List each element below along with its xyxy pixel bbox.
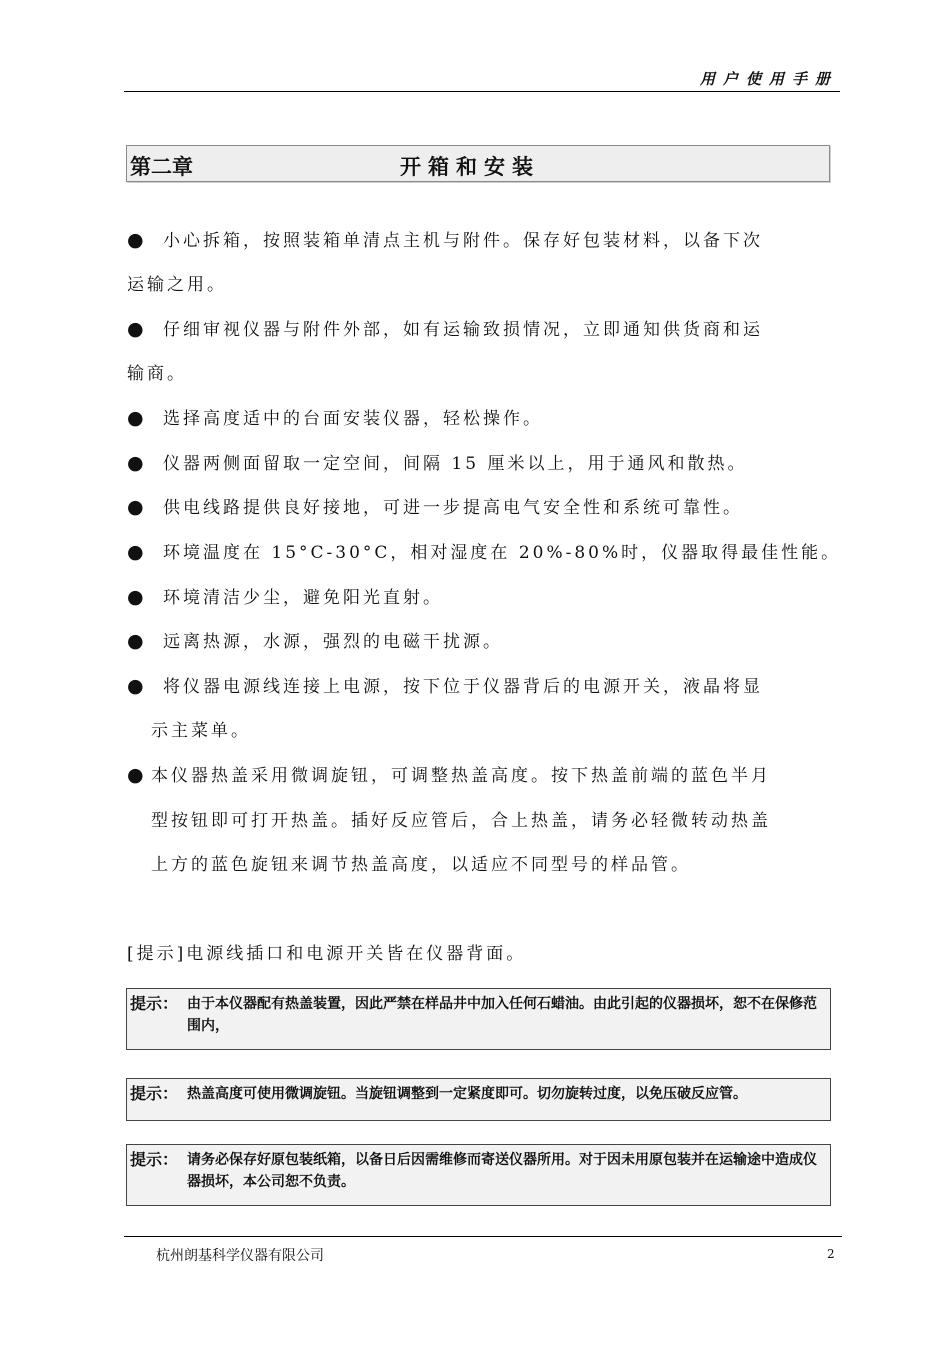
header-divider <box>124 91 840 92</box>
manual-title: 用户使用手册 <box>699 70 838 88</box>
bullet-text: 供电线路提供良好接地，可进一步提高电气安全性和系统可靠性。 <box>163 498 743 518</box>
bullet-icon: ● <box>127 630 147 652</box>
bullet-item <box>127 672 837 697</box>
bullet-text: 远离热源，水源，强烈的电磁干扰源。 <box>163 632 503 652</box>
bullet-item <box>127 761 837 786</box>
bullet-item <box>127 404 837 429</box>
page-number: 2 <box>827 1247 835 1261</box>
note-text: 由于本仪器配有热盖装置，因此严禁在样品井中加入任何石蜡油。由此引起的仪器损坏，恕不在保修范围内， <box>187 996 817 1034</box>
bullet-text: 将仪器电源线连接上电源，按下位于仪器背后的电源开关，液晶将显 <box>163 677 763 697</box>
bullet-icon: ● <box>127 229 147 251</box>
bullet-icon: ● <box>127 452 147 474</box>
note-label: 提示： <box>130 994 179 1013</box>
bullet-item <box>127 493 837 518</box>
bullet-icon: ● <box>127 586 147 608</box>
bullet-icon: ● <box>127 496 147 518</box>
bullet-text: 小心拆箱，按照装箱单清点主机与附件。保存好包装材料，以备下次 <box>163 231 763 251</box>
bullet-text: 环境清洁少尘，避免阳光直射。 <box>163 588 443 608</box>
chapter-heading-bar <box>126 145 830 182</box>
bullet-item <box>127 627 837 652</box>
bullet-text: 环境温度在 15°C-30°C，相对湿度在 20%-80%时，仪器取得最佳性能。 <box>163 543 842 563</box>
bullet-item <box>127 449 837 474</box>
note-label: 提示： <box>130 1150 179 1169</box>
note-text: 热盖高度可使用微调旋钮。当旋钮调整到一定紧度即可。切勿旋转过度，以免压破反应管。 <box>187 1086 747 1102</box>
note-box <box>126 988 831 1050</box>
bullet-icon: ● <box>127 675 147 697</box>
company-name: 杭州朗基科学仪器有限公司 <box>156 1248 324 1264</box>
note-box <box>126 1078 831 1121</box>
bullet-icon: ● <box>127 318 147 340</box>
bullet-continuation: 上方的蓝色旋钮来调节热盖高度，以适应不同型号的样品管。 <box>151 855 691 875</box>
bullet-icon: ● <box>127 407 147 429</box>
note-box <box>126 1144 831 1206</box>
bullet-continuation: 型按钮即可打开热盖。插好反应管后，合上热盖，请务必轻微转动热盖 <box>151 811 771 831</box>
chapter-title: 开箱和安装 <box>400 155 540 179</box>
bullet-continuation: 示主菜单。 <box>151 721 251 741</box>
bullet-item <box>127 315 837 340</box>
footer-divider <box>124 1236 842 1237</box>
bullet-item <box>127 226 837 251</box>
note-label: 提示： <box>130 1084 179 1103</box>
bullet-text: 选择高度适中的台面安装仪器，轻松操作。 <box>163 409 543 429</box>
bullet-item <box>127 583 837 608</box>
bullet-text: 仔细审视仪器与附件外部，如有运输致损情况，立即通知供货商和运 <box>163 320 763 340</box>
note-text: 请务必保存好原包装纸箱，以备日后因需维修而寄送仪器所用。对于因未用原包装并在运输途中造成仪器损坏，本公司恕不负责。 <box>187 1152 817 1190</box>
bullet-text: 仪器两侧面留取一定空间，间隔 15 厘米以上，用于通风和散热。 <box>163 454 748 474</box>
chapter-number: 第二章 <box>130 155 193 179</box>
bullet-text: 本仪器热盖采用微调旋钮，可调整热盖高度。按下热盖前端的蓝色半月 <box>151 766 771 786</box>
bullet-icon: ● <box>127 764 147 786</box>
bullet-continuation: 运输之用。 <box>127 275 227 295</box>
bullet-continuation: 输商。 <box>127 364 187 384</box>
bullet-icon: ● <box>127 541 147 563</box>
bullet-item <box>127 538 842 563</box>
power-tip: [提示]电源线插口和电源开关皆在仪器背面。 <box>127 944 527 964</box>
